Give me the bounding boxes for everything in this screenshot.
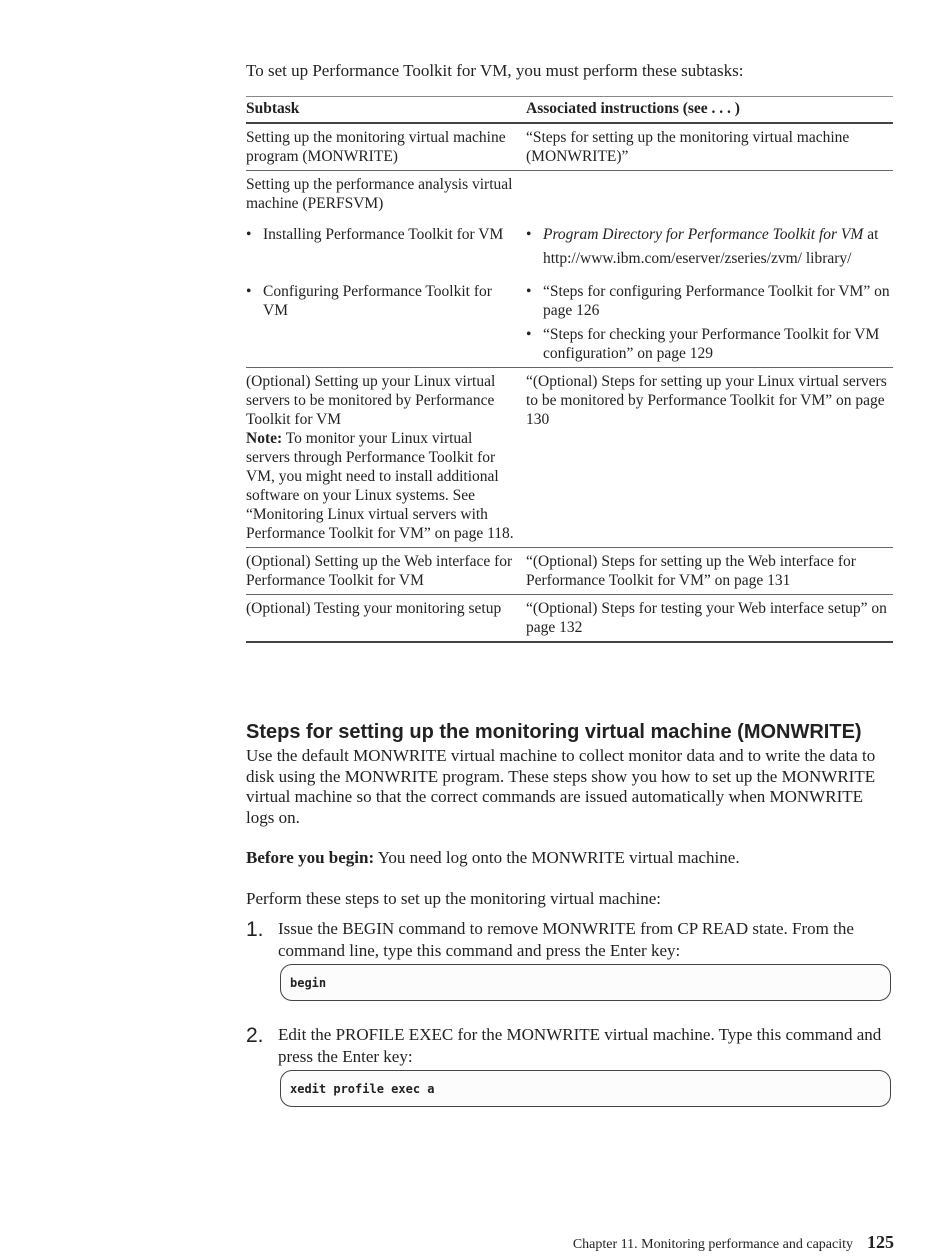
instruction-link[interactable]: • “Steps for configuring Performance Toolkit for VM” on page 126 [526, 282, 893, 320]
code-command: xedit profile exec a [290, 1082, 435, 1096]
instruction-link[interactable]: “(Optional) Steps for setting up your Linux virtual servers to be monitored by Performance Toolkit for VM” on page 130 [526, 368, 893, 548]
subtask-cell: (Optional) Setting up the Web interface for Performance Toolkit for VM [246, 548, 526, 595]
code-block [280, 1070, 891, 1107]
note-text: Note: To monitor your Linux virtual servers through Performance Toolkit for VM, you might need to install additional software on your Linux systems. See “Monitoring Linux virtual servers with Performance Toolkit for VM” on page 118. [246, 430, 514, 542]
code-command: begin [290, 976, 327, 990]
table-row [246, 595, 893, 643]
table-row [246, 548, 893, 595]
section-intro-paragraph: Use the default MONWRITE virtual machine to collect monitor data and to write the data to disk using the MONWRITE program. These steps show you how to set up the MONWRITE virtual machine so that the correct commands are issued automatically when MONWRITE logs on. [246, 746, 876, 827]
page-footer [536, 1232, 894, 1255]
table-row [246, 225, 893, 282]
note-label: Note: [246, 430, 283, 447]
intro-text: To set up Performance Toolkit for VM, you must perform these subtasks: [246, 61, 744, 80]
library-url[interactable]: http://www.ibm.com/eserver/zseries/zvm/ library/ [543, 250, 852, 267]
table-row [246, 368, 893, 548]
step-number: 2. [246, 1024, 264, 1047]
instruction-link[interactable]: “(Optional) Steps for setting up the Web interface for Performance Toolkit for VM” on page 131 [526, 548, 893, 595]
table-row [246, 123, 893, 171]
subtask-text: (Optional) Setting up your Linux virtual servers to be monitored by Performance Toolkit for VM [246, 373, 496, 428]
column-header-subtask: Subtask [246, 97, 526, 124]
subtask-cell [246, 368, 526, 548]
instruction-link[interactable]: • “Steps for checking your Performance Toolkit for VM configuration” on page 129 [526, 325, 893, 363]
section-heading: Steps for setting up the monitoring virtual machine (MONWRITE) [246, 721, 862, 743]
instruction-link[interactable]: “Steps for setting up the monitoring virtual machine (MONWRITE)” [526, 123, 893, 171]
table-header-row [246, 97, 893, 124]
perform-steps-text: Perform these steps to set up the monitoring virtual machine: [246, 889, 661, 908]
column-header-instructions: Associated instructions (see . . . ) [526, 97, 893, 124]
empty-cell [526, 171, 893, 226]
subtasks-table [246, 96, 893, 643]
list-item: • Installing Performance Toolkit for VM [246, 225, 514, 244]
before-you-begin: Before you begin: You need log onto the MONWRITE virtual machine. [246, 848, 740, 867]
list-item: • Configuring Performance Toolkit for VM [246, 282, 514, 320]
instruction-link[interactable]: “(Optional) Steps for testing your Web interface setup” on page 132 [526, 595, 893, 643]
subtask-cell: Setting up the performance analysis virtual machine (PERFSVM) [246, 176, 513, 212]
step-text: Edit the PROFILE EXEC for the MONWRITE virtual machine. Type this command and press the Enter key: [278, 1025, 882, 1066]
page-number: 125 [867, 1232, 894, 1252]
before-label: Before you begin: [246, 848, 375, 867]
step-number: 1. [246, 918, 264, 941]
table-row [246, 171, 893, 226]
code-block [280, 964, 891, 1001]
subtask-cell: (Optional) Testing your monitoring setup [246, 595, 526, 643]
chapter-title: Chapter 11. Monitoring performance and capacity [572, 1237, 853, 1252]
step-text: Issue the BEGIN command to remove MONWRITE from CP READ state. From the command line, type this command and press the Enter key: [278, 919, 854, 960]
table-row [246, 282, 893, 368]
subtask-cell: Setting up the monitoring virtual machine program (MONWRITE) [246, 123, 526, 171]
list-item [526, 225, 893, 268]
at-text: at [863, 226, 879, 243]
program-directory-title: Program Directory for Performance Toolkit for VM [543, 226, 864, 243]
